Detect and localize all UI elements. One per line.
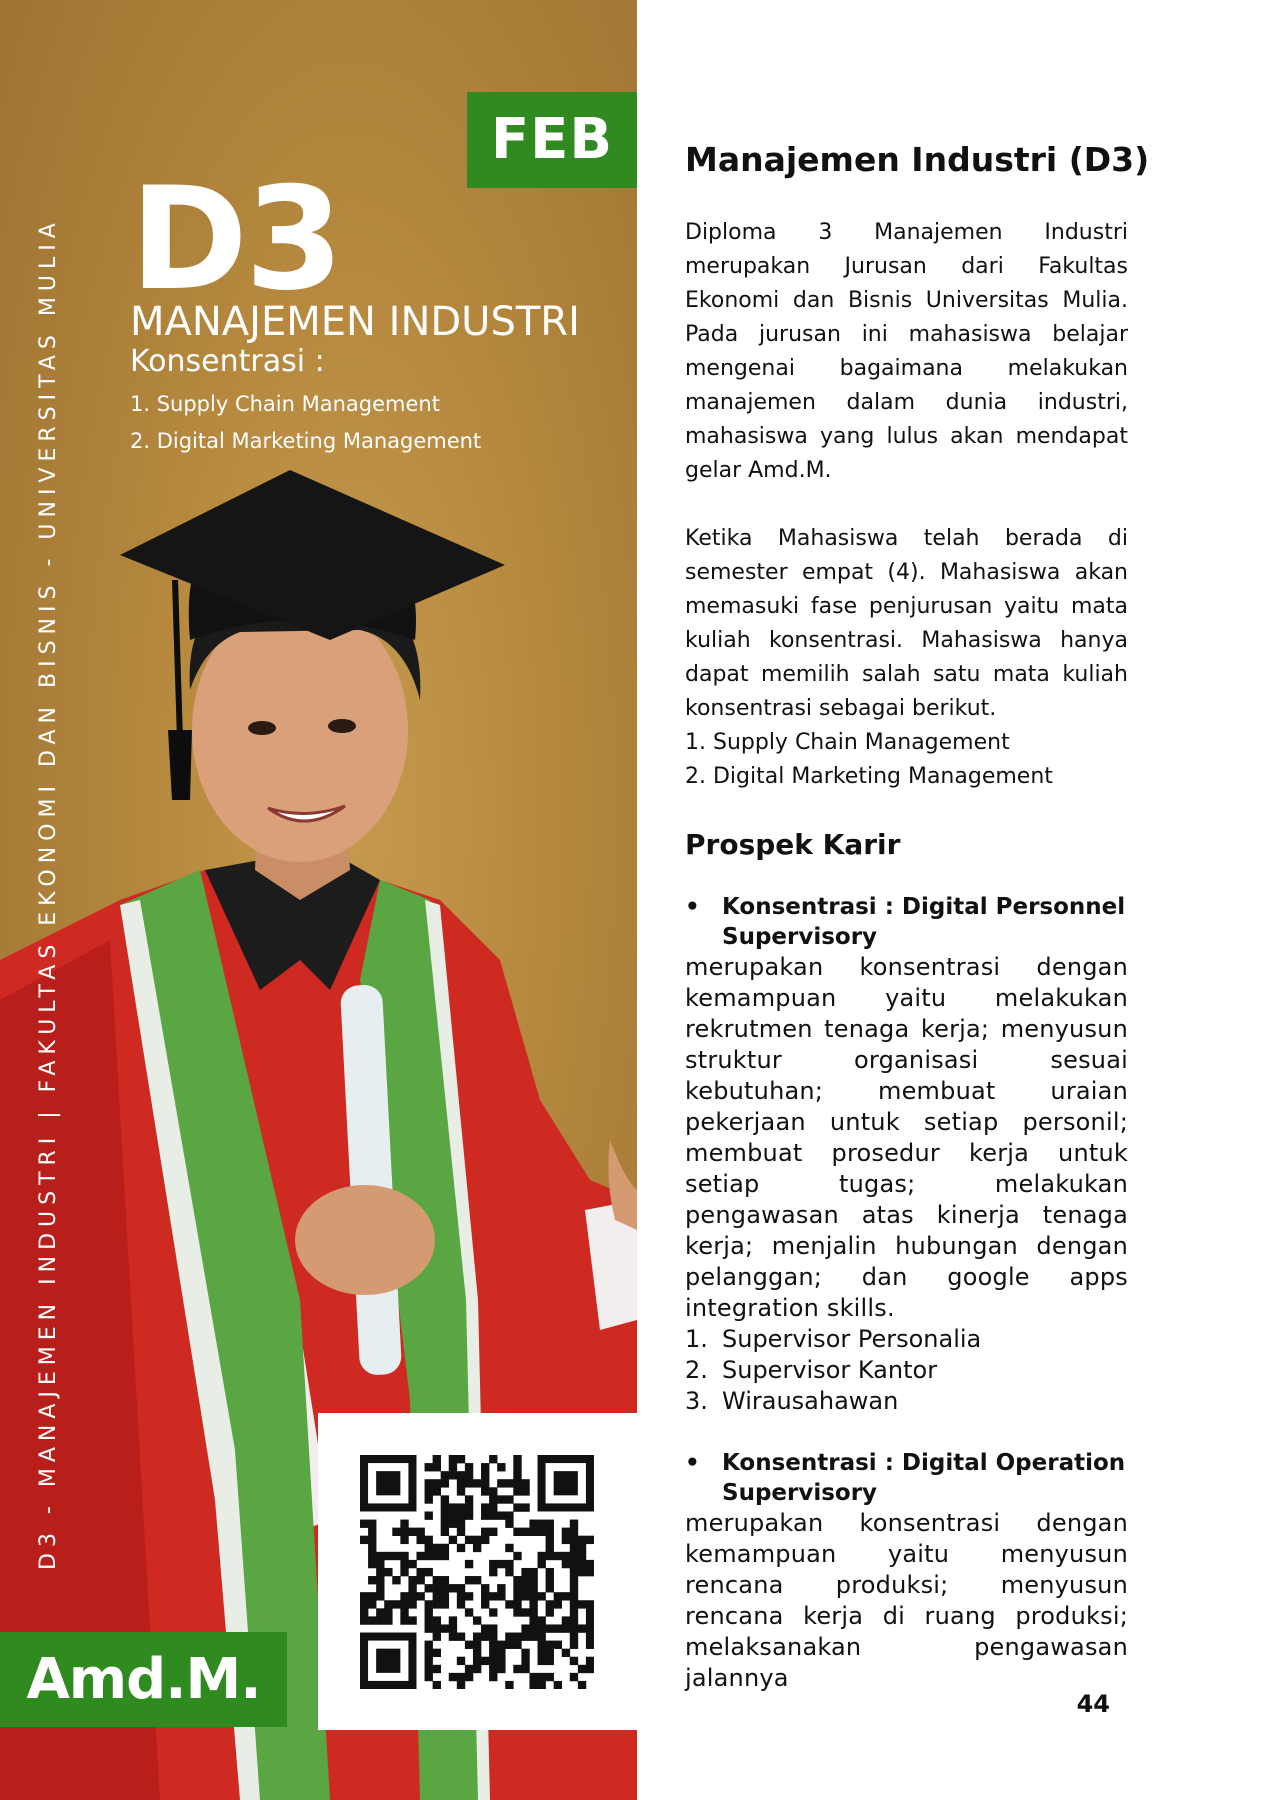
section-heading-text: Konsentrasi : Digital Personnel Supervisory [722, 894, 1126, 950]
bullet-icon: • [685, 894, 700, 920]
section-heading-personnel [685, 892, 1128, 952]
semester-paragraph: Ketika Mahasiswa telah berada di semester empat (4). Mahasiswa akan memasuki fase penjurusan yaitu mata kuliah konsentrasi. Mahasiswa hanya dapat memilih salah satu mata kuliah konsentrasi sebagai berikut. [685, 526, 1128, 721]
list-item: 1. Supervisor Personalia [685, 1325, 982, 1353]
page-title: Manajemen Industri (D3) [685, 140, 1150, 179]
degree-level: D3 [130, 157, 341, 322]
qr-code [360, 1455, 594, 1689]
section-description-personnel: merupakan konsentrasi dengan kemampuan yaitu melakukan rekrutmen tenaga kerja; menyusun struktur organisasi sesuai kebutuhan; membuat uraian pekerjaan untuk setiap personil; membuat prosedur kerja untuk setiap tugas; melakukan pengawasan atas kinerja tenaga kerja; menjalin hubungan dengan pelanggan; dan google apps integration skills. [685, 953, 1128, 1322]
list-item: 3. Wirausahawan [685, 1387, 899, 1415]
konsentrasi-label: Konsentrasi : [130, 344, 325, 379]
degree-title-badge: Amd.M. [0, 1632, 287, 1727]
list-item: 2. Digital Marketing Management [685, 764, 1053, 789]
section-heading-operation [685, 1448, 1128, 1508]
content-column [685, 140, 1150, 1694]
concentration-list [685, 726, 1128, 794]
list-item: 2. Supervisor Kantor [685, 1356, 938, 1384]
bullet-icon: • [685, 1450, 700, 1476]
page-number: 44 [1076, 1690, 1110, 1718]
feb-badge: FEB [467, 92, 637, 188]
list-item: 1. Supply Chain Management [685, 730, 1010, 755]
career-list-personnel [685, 1324, 1128, 1417]
prospek-karir-heading: Prospek Karir [685, 828, 901, 861]
konsentrasi-item: 2. Digital Marketing Management [130, 429, 482, 453]
konsentrasi-list [130, 386, 481, 460]
section-description-operation: merupakan konsentrasi dengan kemampuan yaitu menyusun rencana produksi; menyusun rencana kerja di ruang produksi; melaksanakan pengawasan jalannya [685, 1509, 1128, 1692]
intro-paragraph: Diploma 3 Manajemen Industri merupakan Jurusan dari Fakultas Ekonomi dan Bisnis Universitas Mulia. Pada jurusan ini mahasiswa belajar mengenai bagaimana melakukan manajemen dalam dunia industri, mahasiswa yang lulus akan mendapat gelar Amd.M. [685, 220, 1128, 483]
section-heading-text: Konsentrasi : Digital Operation Supervisory [722, 1450, 1126, 1506]
qr-code-panel [318, 1413, 637, 1730]
program-name: MANAJEMEN INDUSTRI [130, 299, 580, 345]
vertical-side-text: D3 - MANAJEMEN INDUSTRI | FAKULTAS EKONOMI DAN BISNIS - UNIVERSITAS MULIA [36, 217, 61, 1570]
konsentrasi-item: 1. Supply Chain Management [130, 392, 440, 416]
